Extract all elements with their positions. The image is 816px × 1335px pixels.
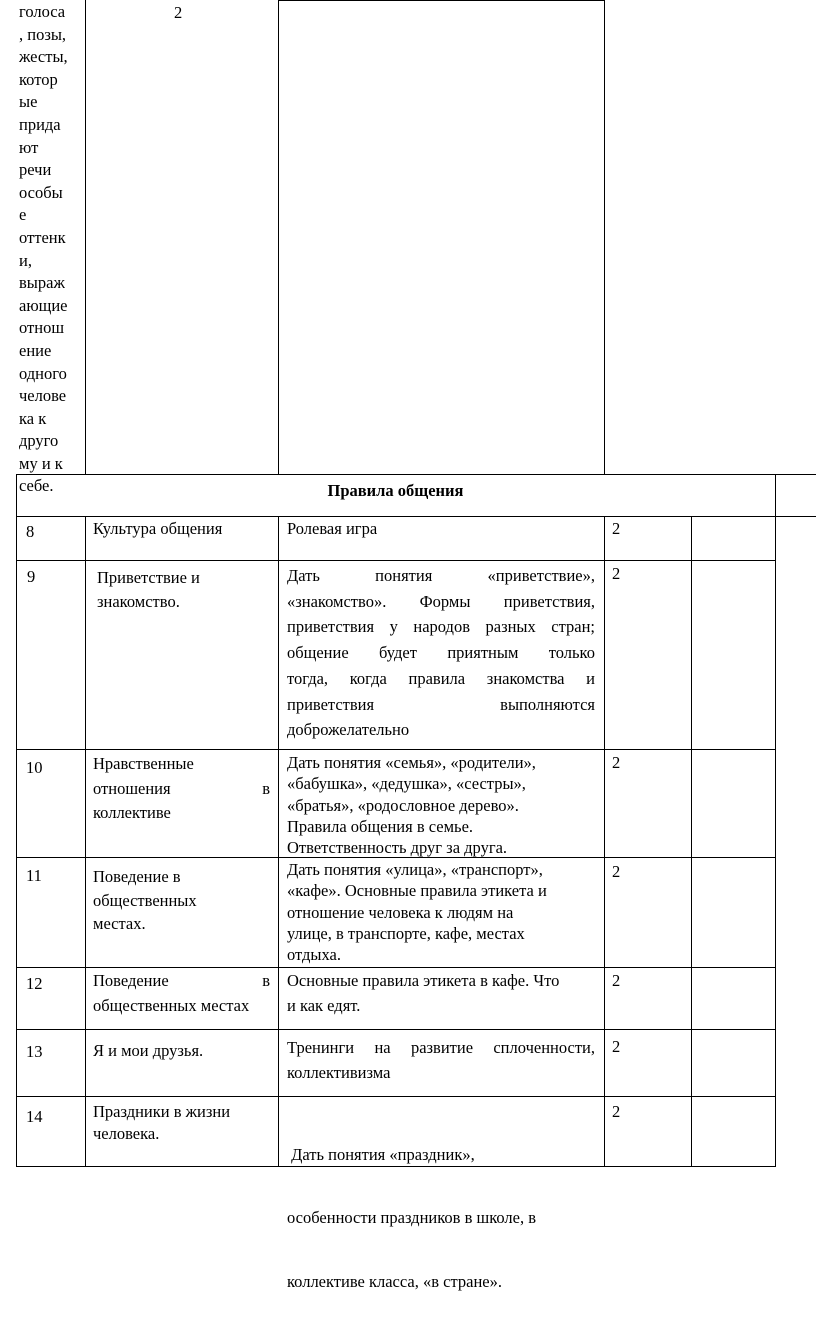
text-line: оттенк <box>19 227 66 247</box>
row-content <box>287 1101 536 1335</box>
row-content <box>287 969 559 1018</box>
text-line: Нравственные <box>93 754 194 773</box>
text-line: отношения в <box>93 778 270 798</box>
text-line: жесты, <box>19 47 68 67</box>
text-line: приветствия у народов разных стран; <box>287 617 595 637</box>
rule <box>16 967 775 968</box>
text-line: Ответственность друг за друга. <box>287 838 508 858</box>
text-line: одного <box>19 363 67 383</box>
text-line: общественных местах <box>93 995 250 1015</box>
text-line: общение будет приятным только <box>287 643 595 663</box>
row-topic: Культура общения <box>93 519 223 538</box>
text-line: Основные правила этикета в кафе. Что <box>287 971 560 990</box>
text-line: Праздники в жизни <box>93 1102 231 1121</box>
row-content <box>287 752 536 858</box>
text-line: Дать понятия «семья», «родители», <box>287 753 536 772</box>
row-content <box>287 1036 595 1085</box>
text-line: коллективизма <box>287 1062 391 1082</box>
rule <box>16 749 775 750</box>
text-line: особы <box>19 182 63 202</box>
top-row-topic <box>19 1 83 498</box>
row-hours: 2 <box>612 862 621 881</box>
rule <box>604 0 605 474</box>
row-number: 14 <box>26 1107 43 1126</box>
row-number: 10 <box>26 758 43 777</box>
text-line: приветствия выполняются <box>287 694 595 714</box>
row-hours: 2 <box>612 519 621 538</box>
text-line: «знакомство». Формы приветствия, <box>287 591 595 611</box>
text-line: особенности праздников в школе, в <box>287 1208 536 1228</box>
text-line: и, <box>19 250 32 270</box>
text-line: общественных <box>93 890 197 910</box>
row-content <box>287 563 595 743</box>
rule <box>85 0 86 474</box>
text-line: тогда, когда правила знакомства и <box>287 668 595 688</box>
text-line: Дать понятия «улица», «транспорт», <box>287 860 543 879</box>
text-line: отнош <box>19 318 65 338</box>
text-line: «кафе». Основные правила этикета и <box>287 881 547 901</box>
text-line: отдыха. <box>287 945 341 965</box>
text-line: местах. <box>93 914 146 933</box>
row-topic: Я и мои друзья. <box>93 1041 204 1060</box>
text-line: Приветствие и <box>97 568 200 587</box>
rule <box>278 0 279 474</box>
rule <box>85 516 86 1167</box>
row-number: 13 <box>26 1042 43 1061</box>
text-line: ка к <box>19 408 47 428</box>
text-line: ют <box>19 137 39 157</box>
row-topic <box>93 752 270 826</box>
row-number: 12 <box>26 974 43 993</box>
row-number: 8 <box>26 522 35 541</box>
text-line: «бабушка», «дедушка», «сестры», <box>287 774 526 794</box>
row-topic <box>93 865 197 936</box>
row-hours: 2 <box>612 564 621 583</box>
section-title: Правила общения <box>327 481 464 500</box>
text-line: му и к <box>19 453 63 473</box>
rule <box>604 516 605 1167</box>
rule <box>278 516 279 1167</box>
text-line: е <box>19 205 27 225</box>
row-number: 11 <box>26 866 42 885</box>
text-line: отношение человека к людям на <box>287 902 514 922</box>
rule <box>775 474 776 516</box>
row-topic <box>93 969 270 1018</box>
text-line: Тренинги на развитие сплоченности, <box>287 1038 595 1057</box>
row-hours: 2 <box>612 1037 621 1056</box>
text-line: ые <box>19 92 38 112</box>
text-line: ение <box>19 340 52 360</box>
text-line: речи <box>19 160 52 180</box>
row-hours: 2 <box>612 971 621 990</box>
row-topic <box>93 1101 230 1144</box>
rule <box>16 474 816 475</box>
text-line: выраж <box>19 273 65 293</box>
text-line: знакомство. <box>97 592 180 611</box>
text-line: себе. <box>19 476 54 496</box>
text-line: котор <box>19 69 58 89</box>
text-line: Поведение в <box>93 971 270 990</box>
top-row-hours: 2 <box>174 3 183 22</box>
text-line: челове <box>19 386 67 406</box>
text-line: ающие <box>19 295 68 315</box>
text-line: прида <box>19 114 61 134</box>
rule <box>16 1029 775 1030</box>
text-line: коллективе <box>93 803 171 823</box>
row-topic <box>97 566 200 614</box>
text-line: , позы, <box>19 24 67 44</box>
row-content: Ролевая игра <box>287 519 378 538</box>
text-line: Дать понятия «праздник», <box>287 1144 475 1164</box>
rule <box>16 516 17 1167</box>
row-hours: 2 <box>612 1102 621 1121</box>
text-line: человека. <box>93 1123 160 1143</box>
row-hours: 2 <box>612 753 621 772</box>
row-number: 9 <box>27 567 36 586</box>
text-line: Правила общения в семье. <box>287 816 474 836</box>
text-line: голоса <box>19 2 66 21</box>
text-line: «братья», «родословное дерево». <box>287 795 519 815</box>
rule <box>16 560 775 561</box>
text-line: друго <box>19 431 59 451</box>
text-line: Поведение в <box>93 867 181 886</box>
text-line: Дать понятия «приветствие», <box>287 566 595 585</box>
text-line: улице, в транспорте, кафе, местах <box>287 923 525 943</box>
rule <box>775 516 776 1167</box>
text-line: коллективе класса, «в стране». <box>287 1272 502 1292</box>
row-content <box>287 859 547 965</box>
rule <box>278 0 605 1</box>
text-line: и как едят. <box>287 995 361 1015</box>
rule <box>16 516 816 517</box>
rule <box>691 516 692 1167</box>
text-line: доброжелательно <box>287 720 410 740</box>
rule <box>16 1096 775 1097</box>
